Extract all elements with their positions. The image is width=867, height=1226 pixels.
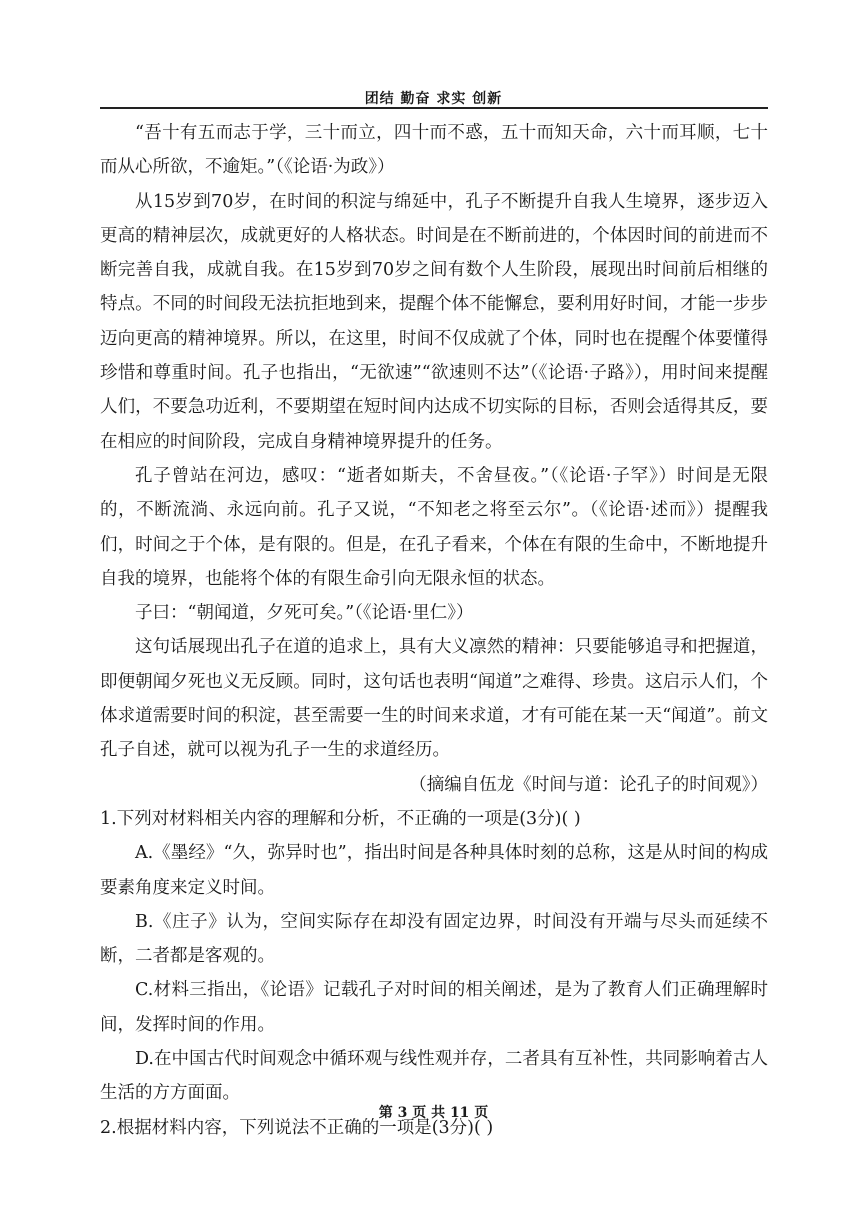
- header-motto: 团结 勤奋 求实 创新: [364, 91, 503, 107]
- paragraph-quote-liren: 子曰：“朝闻道，夕死可矣。”（《论语·里仁》）: [135, 603, 474, 624]
- question-1-option-a: A.《墨经》“久，弥异时也”，指出时间是各种具体时刻的总称，这是从时间的构成要素角度来定义时间。: [100, 843, 768, 898]
- question-1-option-c: C.材料三指出，《论语》记载孔子对时间的相关阐述，是为了教育人们正确理解时间，发挥时间的作用。: [100, 980, 768, 1035]
- question-1-option-d: D.在中国古代时间观念中循环观与线性观并存，二者具有互补性，共同影响着古人生活的方方面面。: [100, 1049, 768, 1104]
- page-content: [100, 116, 768, 1145]
- question-2-stem: 2.根据材料内容，下列说法不正确的一项是(3分)( ): [100, 1117, 494, 1138]
- question-1-stem: 1.下列对材料相关内容的理解和分析，不正确的一项是(3分)( ): [100, 808, 581, 829]
- paragraph-river: 孔子曾站在河边，感叹：“逝者如斯夫，不舍昼夜。”（《论语·子罕》）时间是无限的，不断流淌、永远向前。孔子又说，“不知老之将至云尔”。（《论语·述而》）提醒我们，时间之于个体，是有限的。但是，在孔子看来，个体在有限的生命中，不断地提升自我的境界，也能将个体的有限生命引向无限永恒的状态。: [100, 465, 768, 589]
- page-number: 第 3 页 共 11 页: [378, 1105, 489, 1121]
- header-divider: [100, 107, 768, 109]
- question-1-option-b: B.《庄子》认为，空间实际存在却没有固定边界，时间没有开端与尽头而延续不断，二者都是客观的。: [100, 911, 768, 967]
- source-citation: （摘编自伍龙《时间与道：论孔子的时间观》）: [409, 774, 768, 795]
- paragraph-seeking-dao: 这句话展现出孔子在道的追求上，具有大义凛然的精神：只要能够追寻和把握道，即便朝闻夕死也义无反顾。同时，这句话也表明“闻道”之难得、珍贵。这启示人们，个体求道需要时间的积淀，甚至需要一生的时间来求道，才有可能在某一天“闻道”。前文孔子自述，就可以视为孔子一生的求道经历。: [100, 637, 768, 761]
- paragraph-time-growth: 从15岁到70岁，在时间的积淀与绵延中，孔子不断提升自我人生境界，逐步迈入更高的精神层次，成就更好的人格状态。时间是在不断前进的，个体因时间的前进而不断完善自我，成就自我。在15岁到70岁之间有数个人生阶段，展现出时间前后相继的特点。不同的时间段无法抗拒地到来，提醒个体不能懈怠，要利用好时间，才能一步步迈向更高的精神境界。所以，在这里，时间不仅成就了个体，同时也在提醒个体要懂得珍惜和尊重时间。孔子也指出，“无欲速”“欲速则不达”（《论语·子路》），用时间来提醒人们，不要急功近利，不要期望在短时间内达成不切实际的目标，否则会适得其反，要在相应的时间阶段，完成自身精神境界提升的任务。: [100, 191, 768, 452]
- paragraph-quote-weizheng: “吾十有五而志于学，三十而立，四十而不惑，五十而知天命，六十而耳顺，七十而从心所欲，不逾矩。”（《论语·为政》）: [100, 123, 768, 178]
